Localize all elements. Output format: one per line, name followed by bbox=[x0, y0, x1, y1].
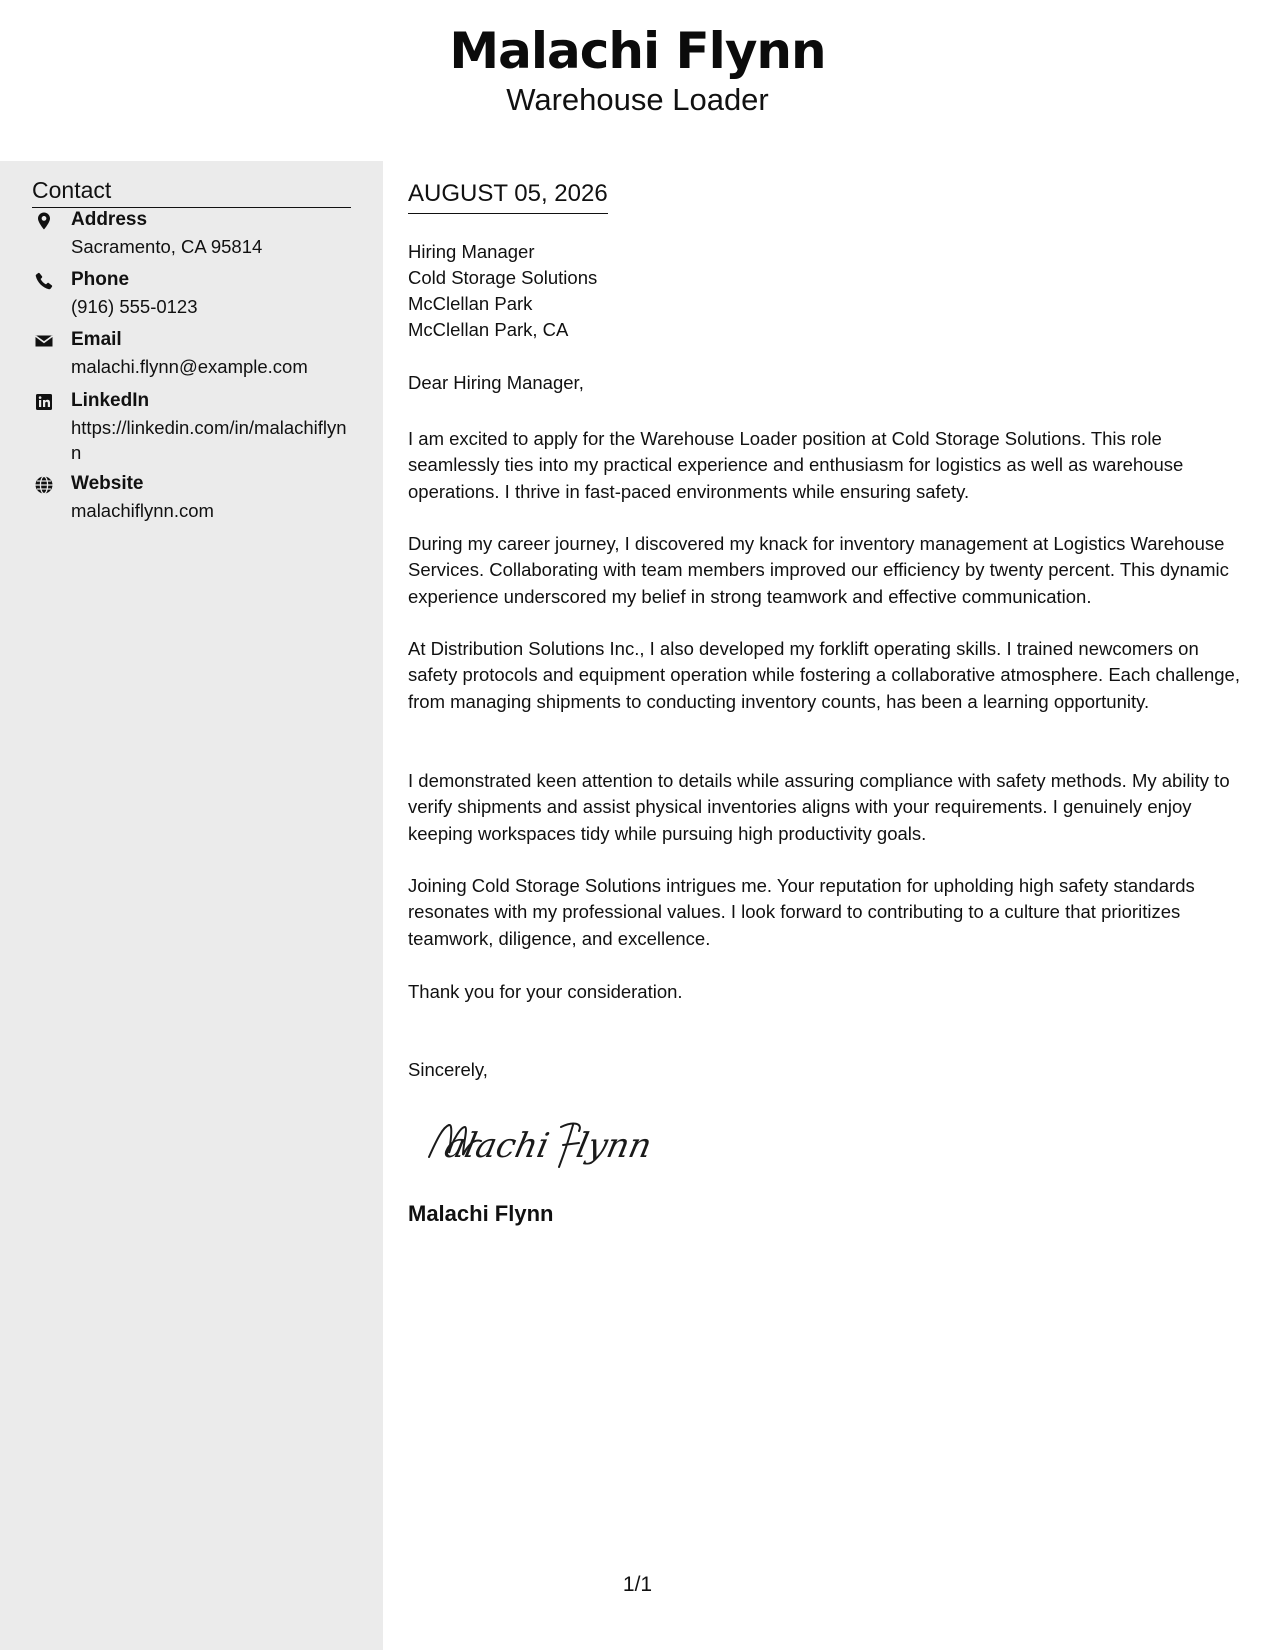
letter-body bbox=[383, 161, 1275, 1650]
paragraph: Thank you for your consideration. bbox=[408, 981, 683, 1002]
location-pin-icon bbox=[34, 211, 54, 231]
contact-label: Website bbox=[71, 473, 144, 494]
svg-text:alachi: alachi bbox=[440, 1126, 553, 1166]
contact-label: Address bbox=[71, 209, 148, 230]
contact-sidebar bbox=[0, 161, 383, 1650]
email-value[interactable]: malachi.flynn@example.com bbox=[71, 356, 308, 377]
paragraph: I demonstrated keen attention to details while assuring compliance with safety methods. My ability to verify shipments and assist physical inventories aligns with your requirements. I genuinely enjoy keeping workspaces tidy while pursuing high productivity goals. bbox=[408, 770, 1230, 844]
closing: Sincerely, bbox=[408, 1059, 488, 1080]
website-value[interactable]: malachiflynn.com bbox=[71, 500, 214, 521]
paragraph: During my career journey, I discovered my knack for inventory management at Logistics Warehouse Services. Collaborating with team members improved our efficiency by twenty percent. This dynamic experience underscored my belief in strong teamwork and effective communication. bbox=[408, 533, 1229, 607]
page-number: 1/1 bbox=[622, 1573, 653, 1596]
paragraph: At Distribution Solutions Inc., I also developed my forklift operating skills. I trained newcomers on safety protocols and equipment operation while fostering a collaborative atmosphere. Each challenge, from managing shipments to conducting inventory counts, has been a learning opportunity. bbox=[408, 638, 1240, 712]
contact-label: Email bbox=[71, 329, 122, 350]
phone-value: (916) 555-0123 bbox=[71, 296, 198, 317]
phone-icon bbox=[34, 271, 54, 291]
address-value: Sacramento, CA 95814 bbox=[71, 236, 263, 257]
letter-header bbox=[0, 0, 1275, 161]
envelope-icon bbox=[34, 331, 54, 351]
applicant-name: Malachi Flynn bbox=[449, 22, 826, 80]
contact-label: LinkedIn bbox=[71, 390, 150, 411]
salutation: Dear Hiring Manager, bbox=[408, 372, 584, 393]
job-title: Warehouse Loader bbox=[506, 82, 769, 117]
contact-heading: Contact bbox=[32, 177, 351, 208]
paragraph: Joining Cold Storage Solutions intrigues me. Your reputation for upholding high safety standards resonates with my professional values. I look forward to contributing to a culture that prioritizes teamwork, diligence, and excellence. bbox=[408, 875, 1195, 949]
recipient-line: McClellan Park, CA bbox=[408, 319, 569, 340]
contact-label: Phone bbox=[71, 269, 130, 290]
recipient-line: Cold Storage Solutions bbox=[408, 267, 598, 288]
signer-name: Malachi Flynn bbox=[408, 1201, 554, 1226]
recipient-line: Hiring Manager bbox=[408, 241, 535, 262]
linkedin-value[interactable]: https://linkedin.com/in/malachiflynn bbox=[71, 417, 347, 463]
globe-icon bbox=[34, 475, 54, 495]
recipient-block bbox=[408, 239, 597, 343]
recipient-line: McClellan Park bbox=[408, 293, 533, 314]
handwritten-signature bbox=[423, 1109, 663, 1184]
letter-date: AUGUST 05, 2026 bbox=[408, 180, 608, 214]
svg-text:lynn: lynn bbox=[572, 1126, 656, 1166]
paragraph: I am excited to apply for the Warehouse Loader position at Cold Storage Solutions. This role seamlessly ties into my practical experience and enthusiasm for logistics as well as warehouse operations. I thrive in fast-paced environments while ensuring safety. bbox=[408, 428, 1184, 502]
linkedin-icon bbox=[34, 392, 54, 412]
